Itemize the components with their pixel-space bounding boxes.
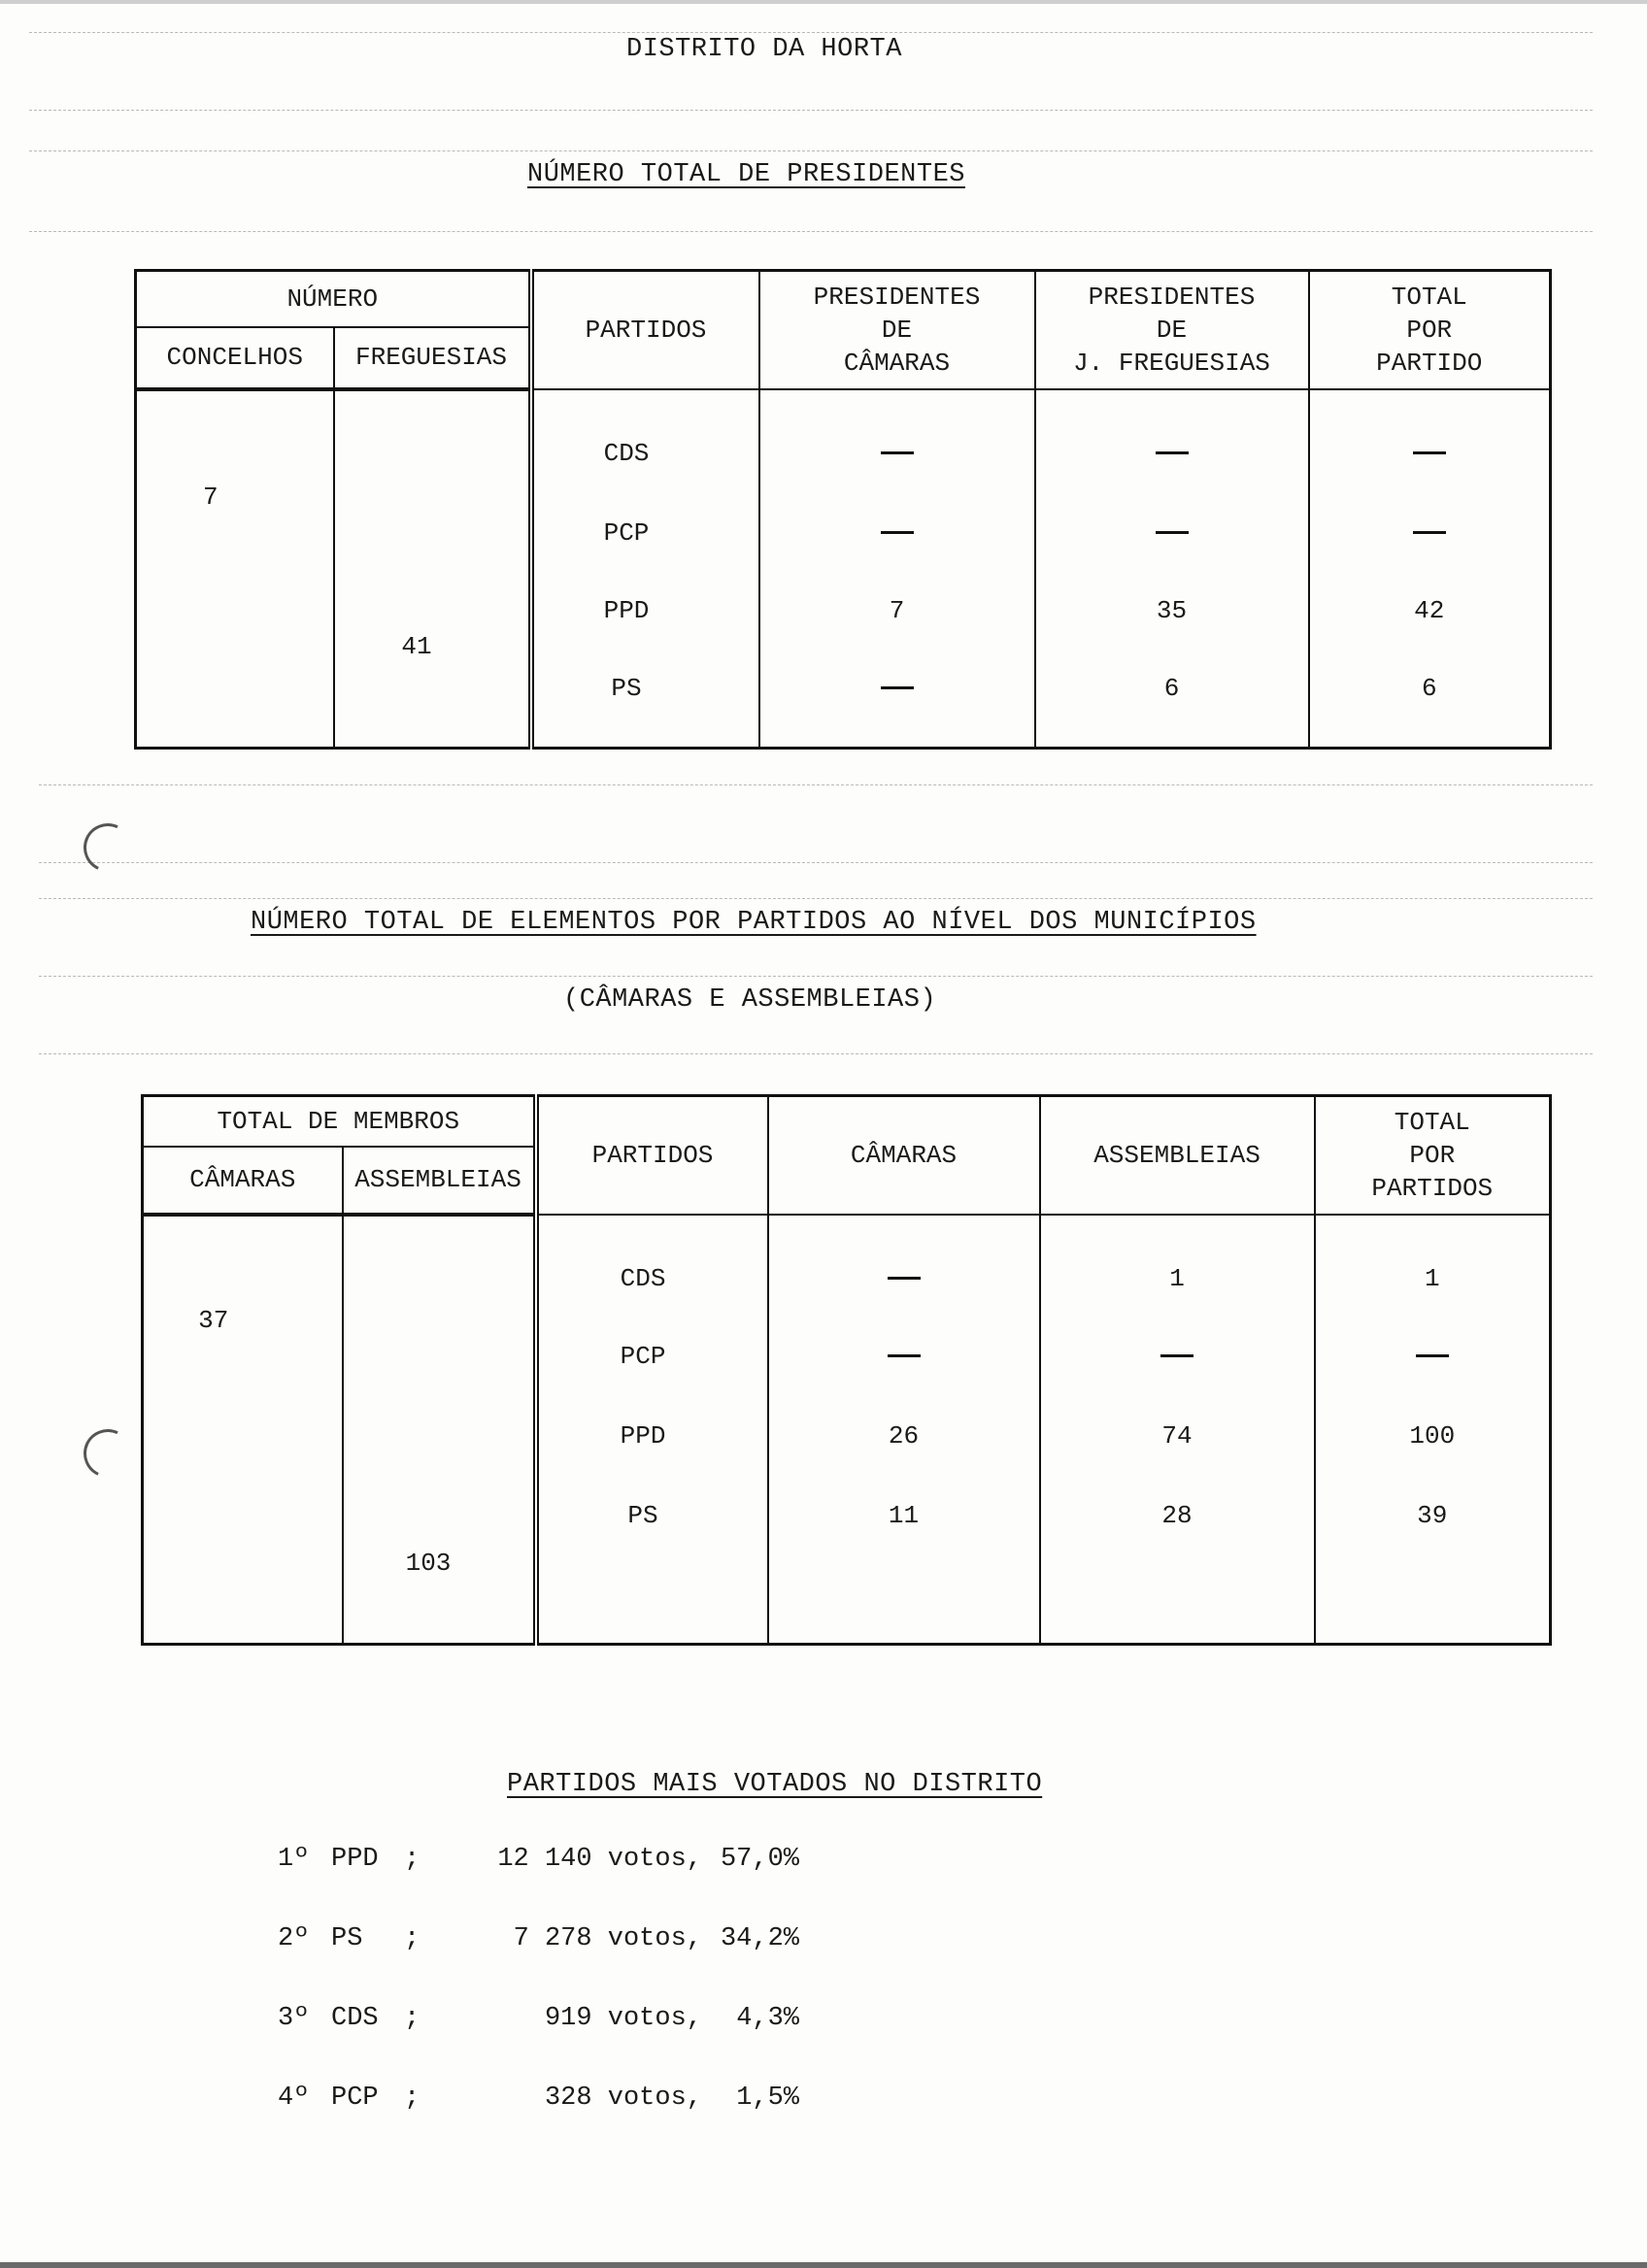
elements-table-subtitle: (CÂMARAS E ASSEMBLEIAS) [563, 985, 937, 1015]
party-column [536, 1215, 768, 1645]
presidentes-camaras-column [759, 389, 1035, 749]
dash-mark [1041, 1340, 1314, 1373]
cell-value: 26 [888, 1420, 920, 1451]
header-membros-camaras: CÂMARAS [143, 1147, 343, 1215]
cell-value: 6 [1421, 673, 1437, 703]
ranking-item: 2º PS ; 7 278 votos, 34,2% [278, 1924, 799, 1953]
party-label: PS [611, 673, 642, 703]
dash-mark [769, 1262, 1039, 1295]
dash-mark [1036, 437, 1308, 470]
ranking-list [278, 1845, 799, 2163]
concelhos-cell [136, 389, 334, 749]
dash-mark [1310, 437, 1550, 470]
assembleias-total-value: 103 [405, 1548, 452, 1578]
party-column [531, 389, 759, 749]
dash-mark [760, 672, 1034, 705]
presidentes-freguesias-column [1035, 389, 1309, 749]
membros-assembleias-cell [343, 1215, 536, 1645]
dash-mark [760, 437, 1034, 470]
dash-mark [769, 1340, 1039, 1373]
header-concelhos: CONCELHOS [136, 327, 334, 389]
dash-mark [1316, 1340, 1550, 1373]
ranking-item: 4º PCP ; 328 votos, 1,5% [278, 2084, 799, 2113]
cell-value: 100 [1409, 1420, 1456, 1451]
elements-table [141, 1094, 1552, 1646]
elements-table-title: NÚMERO TOTAL DE ELEMENTOS POR PARTIDOS AO NÍVEL DOS MUNICÍPIOS [251, 908, 1257, 937]
header-freguesias: FREGUESIAS [334, 327, 531, 389]
ranking-title: PARTIDOS MAIS VOTADOS NO DISTRITO [507, 1770, 1043, 1799]
header-camaras: CÂMARAS [768, 1096, 1040, 1215]
page-edge-top [0, 0, 1647, 4]
party-label: PPD [603, 595, 650, 625]
presidents-table [134, 269, 1552, 750]
header-numero: NÚMERO [136, 271, 531, 327]
header-partidos: PARTIDOS [536, 1096, 768, 1215]
cell-value: 11 [888, 1500, 920, 1530]
cell-value: 28 [1161, 1500, 1193, 1530]
punch-hole [77, 817, 139, 879]
membros-camaras-cell [143, 1215, 343, 1645]
header-membros-assembleias: ASSEMBLEIAS [343, 1147, 536, 1215]
party-label: PCP [620, 1341, 666, 1371]
header-presidentes-freguesias: PRESIDENTES DE J. FREGUESIAS [1035, 271, 1309, 389]
header-total-de-membros: TOTAL DE MEMBROS [143, 1096, 536, 1147]
assembleias-column [1040, 1215, 1315, 1645]
party-label: PCP [603, 517, 650, 548]
party-label: PPD [620, 1420, 666, 1451]
dash-mark [760, 517, 1034, 550]
cell-value: 1 [1424, 1263, 1440, 1293]
cell-value: 42 [1414, 595, 1445, 625]
total-por-partido-column [1309, 389, 1551, 749]
punch-hole [77, 1422, 139, 1484]
camaras-column [768, 1215, 1040, 1645]
cell-value: 39 [1417, 1500, 1448, 1530]
header-total-por-partidos: TOTAL POR PARTIDOS [1315, 1096, 1551, 1215]
concelhos-value: 7 [202, 482, 218, 512]
presidents-table-title: NÚMERO TOTAL DE PRESIDENTES [527, 160, 965, 189]
dash-mark [1310, 517, 1550, 550]
ranking-item: 1º PPD ; 12 140 votos, 57,0% [278, 1845, 799, 1874]
freguesias-value: 41 [401, 631, 432, 661]
party-label: CDS [603, 438, 650, 468]
cell-value: 7 [889, 595, 905, 625]
header-presidentes-camaras: PRESIDENTES DE CÂMARAS [759, 271, 1035, 389]
district-title: DISTRITO DA HORTA [626, 35, 902, 64]
total-por-partidos-column [1315, 1215, 1551, 1645]
dash-mark [1036, 517, 1308, 550]
cell-value: 35 [1156, 595, 1188, 625]
header-total-por-partido: TOTAL POR PARTIDO [1309, 271, 1551, 389]
header-partidos: PARTIDOS [531, 271, 759, 389]
party-label: CDS [620, 1263, 666, 1293]
ranking-item: 3º CDS ; 919 votos, 4,3% [278, 2004, 799, 2033]
cell-value: 1 [1169, 1263, 1185, 1293]
camaras-total-value: 37 [198, 1305, 229, 1335]
party-label: PS [627, 1500, 658, 1530]
cell-value: 6 [1163, 673, 1180, 703]
cell-value: 74 [1161, 1420, 1193, 1451]
page-edge-bottom [0, 2262, 1647, 2268]
header-assembleias: ASSEMBLEIAS [1040, 1096, 1315, 1215]
